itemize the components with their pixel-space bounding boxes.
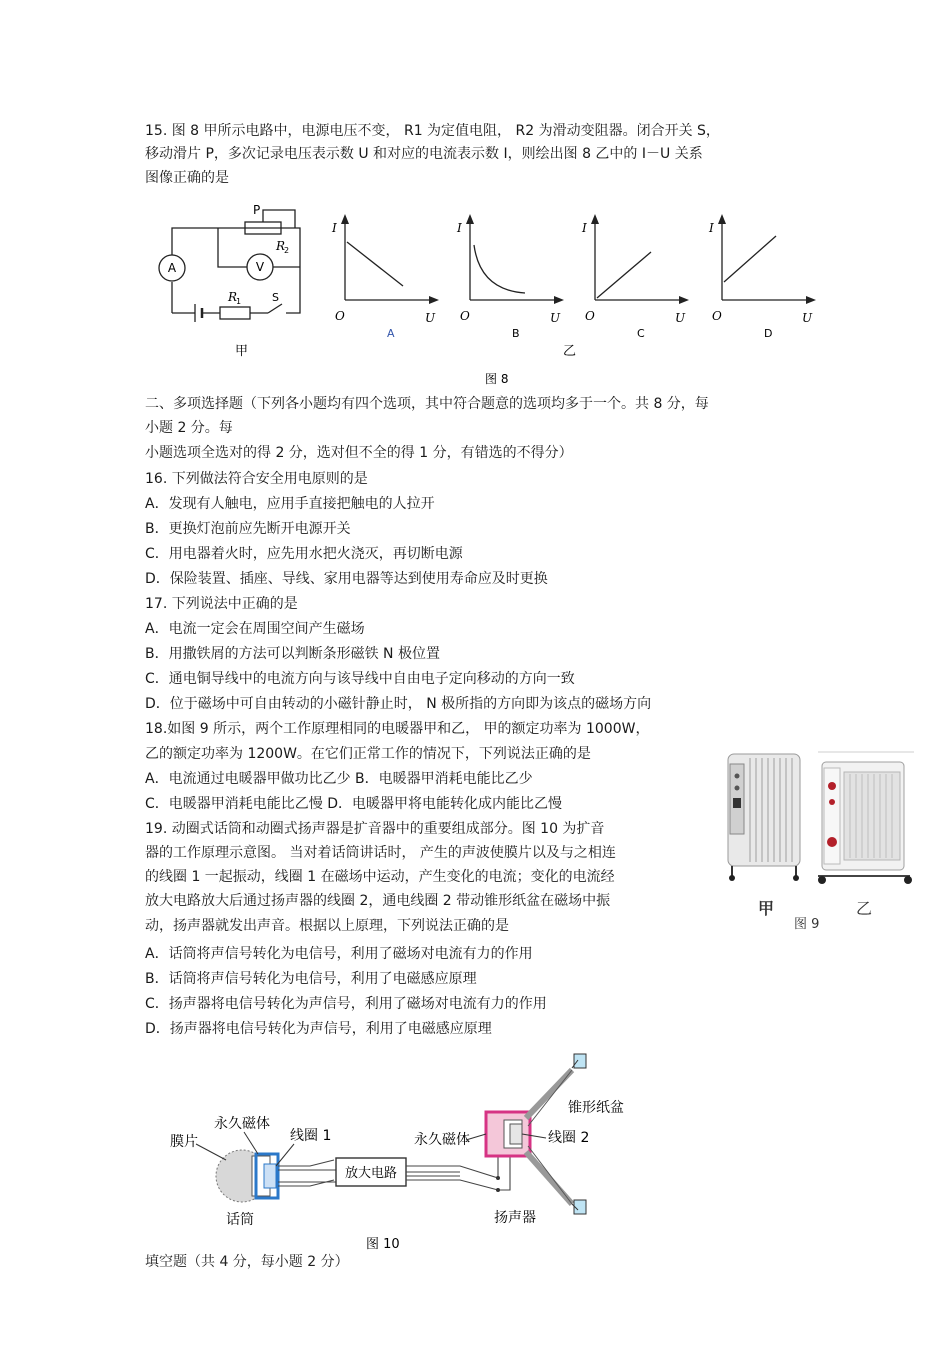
cutoff-line-clip bbox=[145, 1252, 445, 1270]
cutoff-line-text: 填空题（共 4 分，每小题 2 分） bbox=[145, 1254, 349, 1270]
circuit-caption: 甲 bbox=[235, 344, 249, 359]
figure-8 bbox=[150, 200, 830, 390]
graph-d-u-label: U bbox=[802, 311, 813, 325]
q16-option-d: D．保险装置、插座、导线、家用电器等达到使用寿命应及时更换 bbox=[145, 571, 548, 587]
section2-line-3: 小题选项全选对的得 2 分，选对但不全的得 1 分，有错选的不得分） bbox=[145, 445, 573, 461]
ammeter-label: A bbox=[167, 261, 177, 275]
heater-jia-icon bbox=[728, 754, 800, 881]
graph-c-option: C bbox=[637, 327, 645, 340]
amplifier-label: 放大电路 bbox=[344, 1166, 398, 1181]
graph-a-origin: O bbox=[335, 309, 345, 323]
graph-c bbox=[581, 214, 689, 340]
q16-option-a: A．发现有人触电，应用手直接把触电的人拉开 bbox=[145, 496, 435, 512]
q18-line-1: 18.如图 9 所示，两个工作原理相同的电暖器甲和乙， 甲的额定功率为 1000W， bbox=[145, 721, 650, 737]
figure-9 bbox=[718, 742, 918, 934]
graph-b-u-label: U bbox=[550, 311, 561, 325]
q19-line-3: 的线圈 1 一起振动，线圈 1 在磁场中运动，产生变化的电流；变化的电流经 bbox=[145, 869, 615, 885]
r1-label: R bbox=[228, 290, 238, 304]
q15-line-2: 移动滑片 P，多次记录电压表示数 U 和对应的电流表示数 I，则绘出图 8 乙中的 I－U 关系 bbox=[145, 146, 703, 162]
graph-a-u-label: U bbox=[425, 311, 436, 325]
q17-option-b: B．用撒铁屑的方法可以判断条形磁铁 N 极位置 bbox=[145, 646, 440, 662]
q17-option-a: A．电流一定会在周围空间产生磁场 bbox=[145, 621, 365, 637]
coil-2-icon bbox=[510, 1124, 522, 1144]
q19-option-d: D．扬声器将电信号转化为声信号，利用了电磁感应原理 bbox=[145, 1021, 492, 1037]
graph-c-u-label: U bbox=[675, 311, 686, 325]
graph-b bbox=[456, 214, 564, 340]
graph-a-i-label: I bbox=[332, 221, 337, 235]
magnet-1-label: 永久磁体 bbox=[214, 1116, 270, 1132]
q15-line-1: 15. 图 8 甲所示电路中，电源电压不变， R1 为定值电阻， R2 为滑动变阻器。闭合开关 S， bbox=[145, 123, 720, 139]
graph-a-option: A bbox=[387, 327, 395, 340]
figure-10 bbox=[160, 1048, 640, 1256]
graph-d-origin: O bbox=[712, 309, 722, 323]
q19-line-5: 动，扬声器就发出声音。根据以上原理，下列说法正确的是 bbox=[145, 918, 509, 934]
coil-2-label: 线圈 2 bbox=[548, 1130, 590, 1146]
q17-option-c: C．通电铜导线中的电流方向与该导线中自由电子定向移动的方向一致 bbox=[145, 671, 575, 687]
q15-line-3: 图像正确的是 bbox=[145, 170, 229, 186]
graph-b-i-label: I bbox=[457, 221, 462, 235]
heater-yi-icon bbox=[818, 762, 912, 884]
switch-label: S bbox=[272, 291, 279, 304]
q17-stem: 17. 下列说法中正确的是 bbox=[145, 596, 298, 612]
q19-line-4: 放大电路放大后通过扬声器的线圈 2，通电线圈 2 带动锥形纸盆在磁场中振 bbox=[145, 893, 611, 909]
microphone-label: 话筒 bbox=[226, 1212, 254, 1228]
q19-line-1: 19. 动圈式话筒和动圈式扬声器是扩音器中的重要组成部分。图 10 为扩音 bbox=[145, 821, 605, 837]
coil-1-label: 线圈 1 bbox=[290, 1128, 332, 1144]
graph-d bbox=[708, 214, 816, 340]
heater-jia-label: 甲 bbox=[758, 899, 775, 918]
r2-label: R bbox=[276, 239, 286, 253]
q18-option-cd: C．电暖器甲消耗电能比乙慢 D．电暖器甲将电能转化成内能比乙慢 bbox=[145, 796, 563, 812]
q18-line-2: 乙的额定功率为 1200W。在它们正常工作的情况下，下列说法正确的是 bbox=[145, 746, 591, 762]
figure-10-caption: 图 10 bbox=[366, 1237, 400, 1252]
graph-d-option: D bbox=[764, 327, 773, 340]
heater-yi-label: 乙 bbox=[856, 899, 873, 918]
coil-1-icon bbox=[264, 1164, 276, 1188]
q16-option-c: C．用电器着火时，应先用水把火浇灭，再切断电源 bbox=[145, 546, 463, 562]
graph-c-i-label: I bbox=[582, 221, 587, 235]
graph-d-i-label: I bbox=[709, 221, 714, 235]
q16-stem: 16. 下列做法符合安全用电原则的是 bbox=[145, 471, 368, 487]
q19-line-2: 器的工作原理示意图。 当对着话筒讲话时， 产生的声波使膜片以及与之相连 bbox=[145, 845, 616, 861]
cone-label: 锥形纸盆 bbox=[568, 1100, 624, 1116]
q19-option-c: C．扬声器将电信号转化为声信号，利用了磁场对电流有力的作用 bbox=[145, 996, 547, 1012]
section2-line-2: 小题 2 分。每 bbox=[145, 420, 233, 436]
q19-option-b: B．话筒将声信号转化为电信号，利用了电磁感应原理 bbox=[145, 971, 477, 987]
q19-option-a: A．话筒将声信号转化为电信号，利用了磁场对电流有力的作用 bbox=[145, 946, 533, 962]
speaker-label: 扬声器 bbox=[494, 1210, 536, 1226]
graphs-caption: 乙 bbox=[563, 344, 577, 359]
diaphragm-label: 膜片 bbox=[170, 1134, 198, 1150]
r1-subscript: 1 bbox=[236, 297, 242, 306]
figure-8-caption: 图 8 bbox=[485, 372, 509, 386]
section2-line-1: 二、多项选择题（下列各小题均有四个选项，其中符合题意的选项均多于一个。共 8 分，每 bbox=[145, 396, 709, 412]
r2-subscript: 2 bbox=[284, 246, 290, 255]
voltmeter-label: V bbox=[255, 260, 265, 274]
q18-option-ab: A．电流通过电暖器甲做功比乙少 B．电暖器甲消耗电能比乙少 bbox=[145, 771, 533, 787]
graph-c-origin: O bbox=[585, 309, 595, 323]
magnet-2-label: 永久磁体 bbox=[414, 1132, 470, 1148]
slider-label: P bbox=[253, 203, 261, 217]
graph-b-option: B bbox=[512, 327, 520, 340]
figure-9-caption: 图 9 bbox=[794, 917, 820, 932]
graph-a bbox=[331, 214, 439, 340]
q16-option-b: B．更换灯泡前应先断开电源开关 bbox=[145, 521, 351, 537]
graph-b-origin: O bbox=[460, 309, 470, 323]
q17-option-d: D．位于磁场中可自由转动的小磁针静止时， N 极所指的方向即为该点的磁场方向 bbox=[145, 696, 652, 712]
